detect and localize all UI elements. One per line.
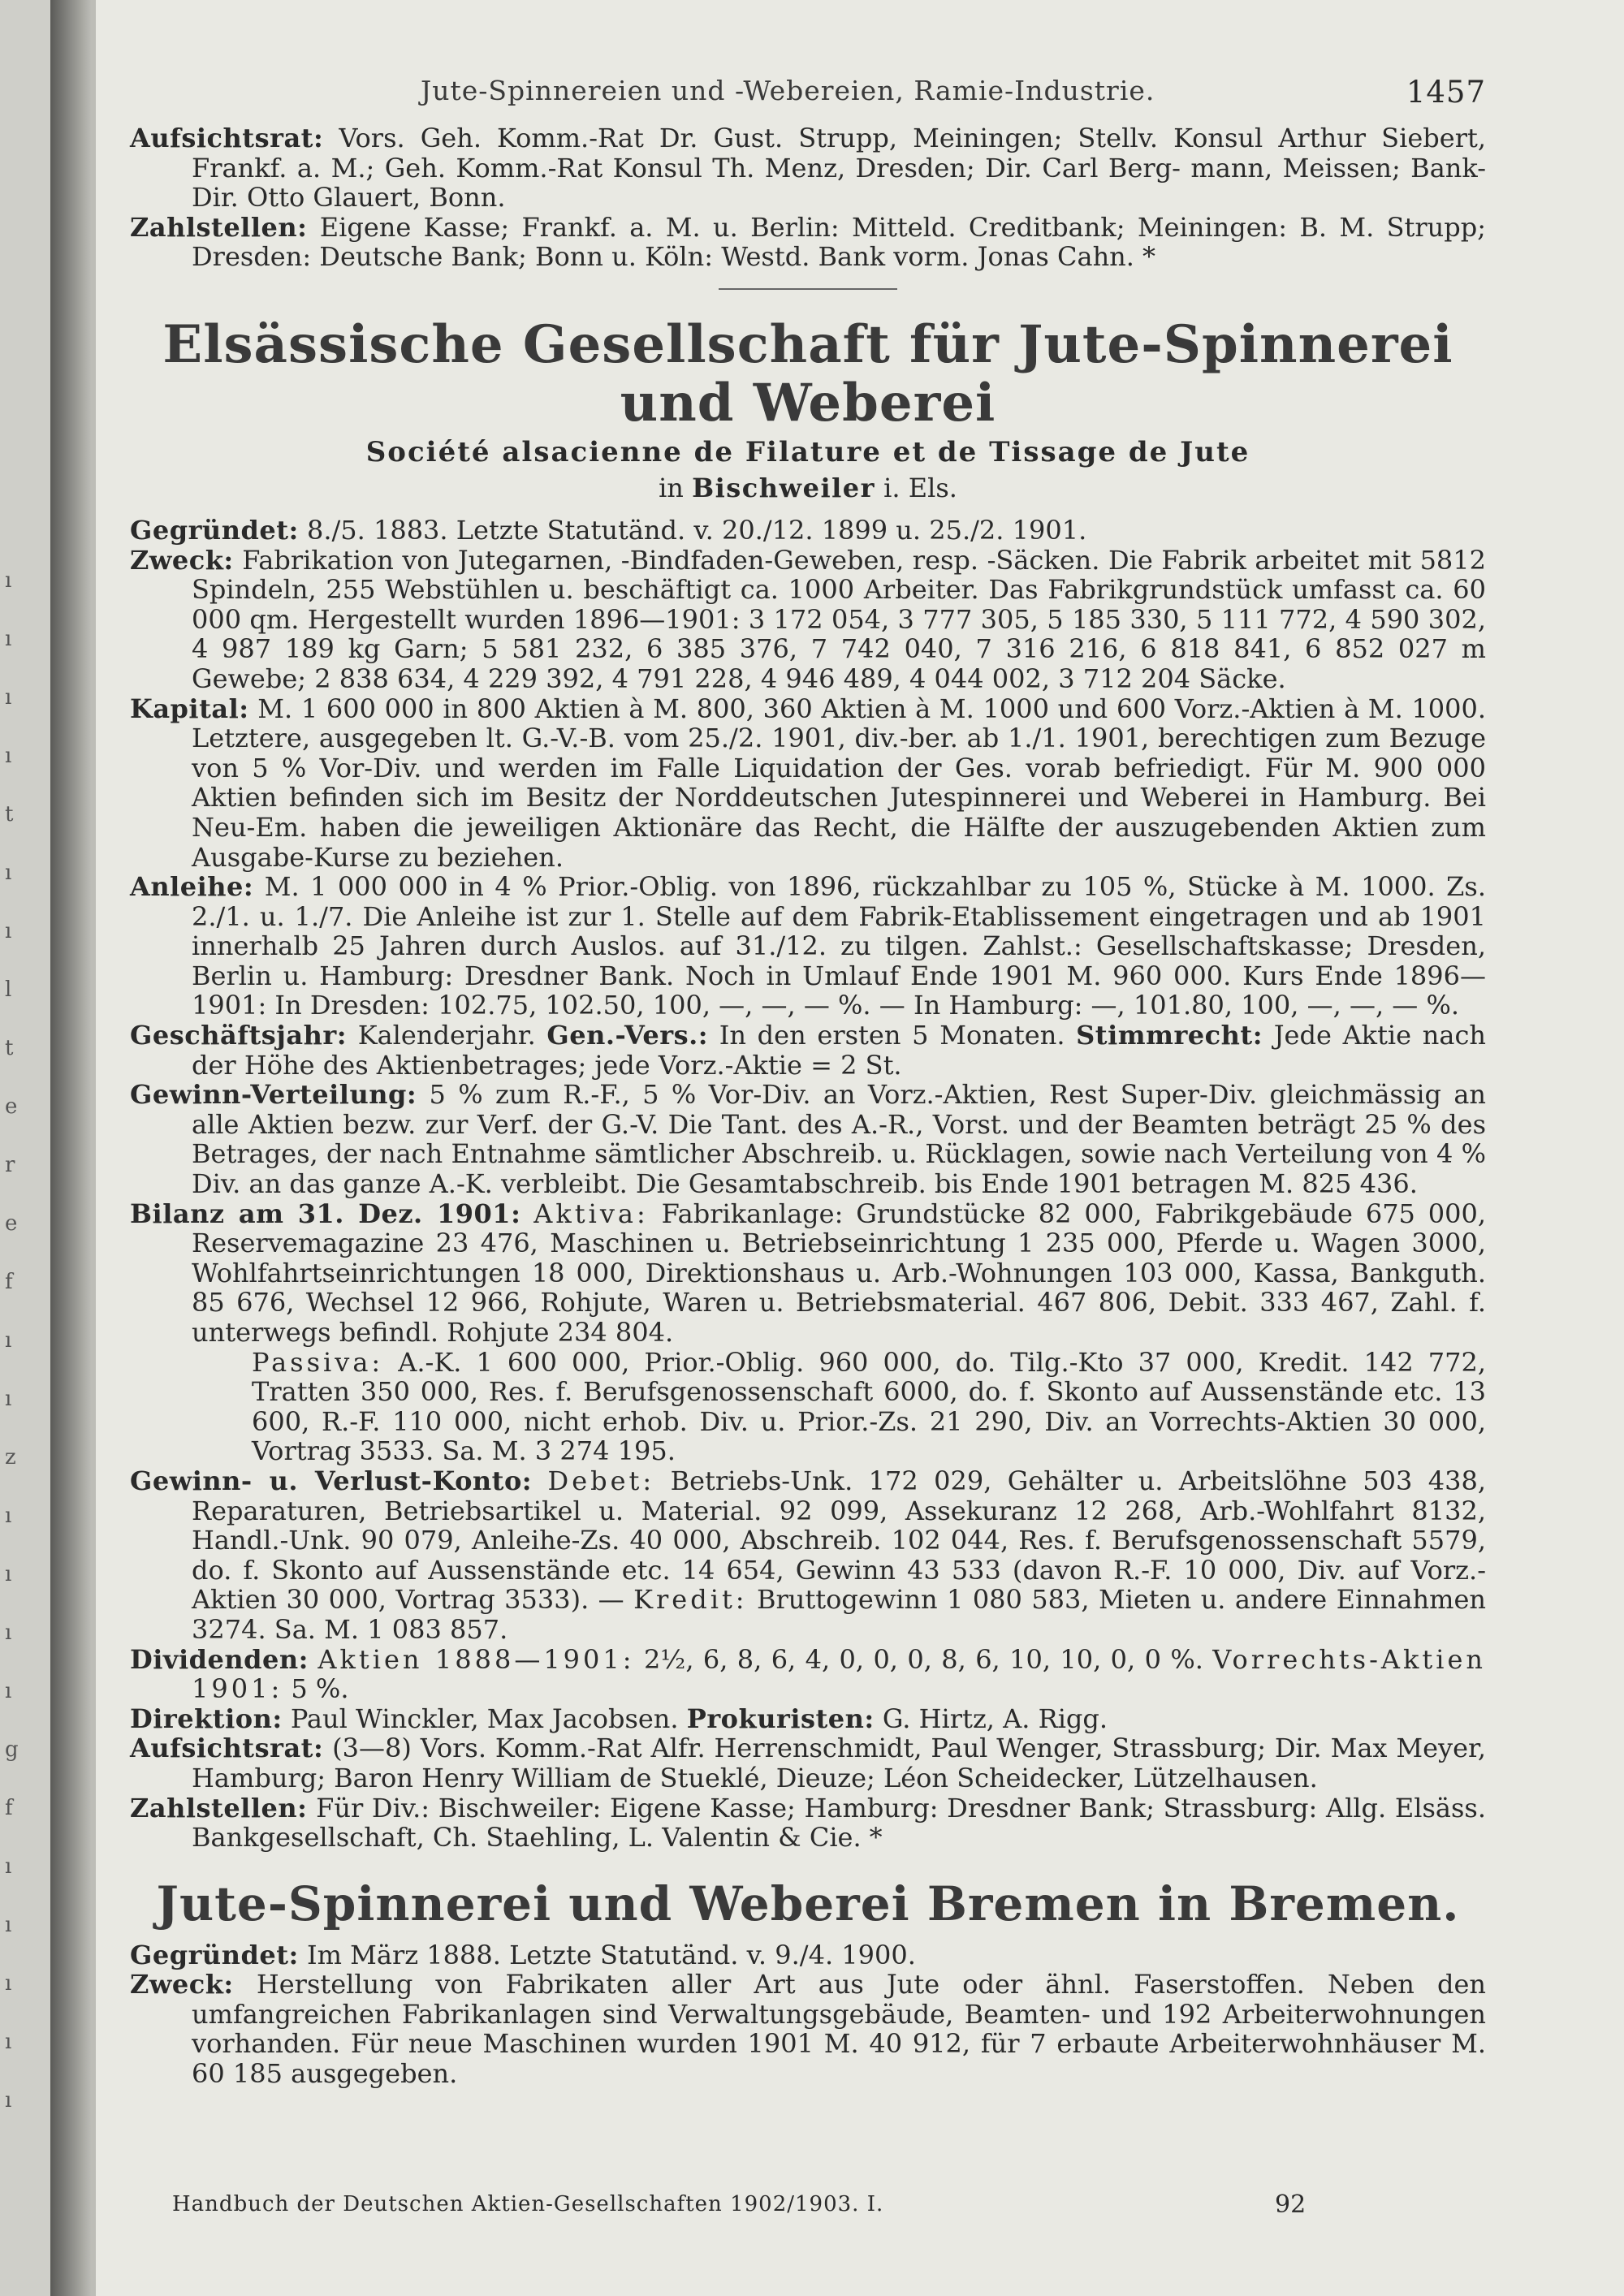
section-bilanz [130,1199,1486,1348]
margin-mark: f [5,1270,13,1294]
margin-marks [0,0,50,2296]
passiva-label: Passiva: [252,1346,384,1378]
margin-mark: g [5,1737,19,1762]
running-title: Jute-Spinnereien und -Webereien, Ramie-Industrie. [421,75,1155,106]
company-location [130,472,1486,504]
passiva-text: A.-K. 1 600 000, Prior.-Oblig. 960 000, do. Tilg.-Kto 37 000, Kredit. 142 772, Tratten 350 000, Res. f. Berufsgenossenschaft 6000, do. f. Skonto auf Aussenstände etc. 13 600, R.-F. 110 000, nicht erhob. Div. u. Prior.-Zs. 21 290, Div. an Vorrechts-Aktien 30 000, Vortrag 3533. Sa. M. 3 274 195. [252,1346,1487,1467]
margin-mark: ı [5,1971,12,1996]
section-label-prokuristen: Prokuristen: [686,1703,875,1734]
company-title: Elsässische Gesellschaft für Jute-Spinnerei und Weberei [162,313,1453,434]
section-text: Fabrikation von Jutegarnen, -Bindfaden-Geweben, resp. -Säcken. Die Fabrik arbeitet mit 5812 Spindeln, 255 Webstühlen u. beschäftigt ca. 1000 Arbeiter. Das Fabrikgrundstück umfasst ca. 60 000 qm. Hergestellt wurden 1896—1901: 3 172 054, 3 777 305, 5 185 330, 5 111 772, 4 590 302, 4 987 189 kg Garn; 5 581 232, 6 385 376, 7 742 040, 7 316 216, 6 818 841, 6 852 027 m Gewebe; 2 838 634, 4 229 392, 4 791 228, 4 946 489, 4 044 002, 3 712 204 Säcke. [192,544,1487,694]
section-direktion [130,1704,1486,1734]
section-label: Bilanz am 31. Dez. 1901: [130,1198,521,1229]
margin-mark: ı [5,1913,12,1937]
section-label: Direktion: [130,1703,283,1734]
section-text: M. 1 600 000 in 800 Aktien à M. 800, 360 Aktien à M. 1000 und 600 Vorz.-Aktien à M. 1000. Letztere, ausgegeben lt. G.-V.-B. vom 25./2. 1901, div.-ber. ab 1./1. 1901, berechtigen zum Bezuge von 5 % Vor-Div. und werden im Falle Liquidation der Ges. vorab befriedigt. Für M. 900 000 Aktien befinden sich im Besitz der Norddeutschen Jutespinnerei und Weberei in Hamburg. Bei Neu-Em. haben die jeweiligen Aktionäre das Recht, die Hälfte der auszugebenden Aktien zum Ausgabe-Kurse zu beziehen. [192,693,1487,873]
margin-mark: ı [5,1504,12,1528]
company-french-title: Société alsacienne de Filature et de Tissage de Jute [365,435,1250,468]
section-label: Zahlstellen: [130,1792,308,1823]
section-label: Dividenden: [130,1643,309,1675]
section-gegruendet [130,516,1486,546]
previous-entry [130,123,1486,272]
section-text: 8./5. 1883. Letzte Statutänd. v. 20./12. 1899 u. 25./2. 1901. [306,514,1087,546]
margin-mark: ı [5,568,12,593]
section-text: (3—8) Vors. Komm.-Rat Alfr. Herrenschmidt, Paul Wenger, Strassburg; Dir. Max Meyer, Hamburg; Baron Henry William de Stueklé, Dieuze; Léon Scheidecker, Lützelhausen. [192,1733,1487,1793]
margin-mark: ı [5,2030,12,2054]
prev-aufsichtsrat-text-3: mann, Meissen; Bank-Dir. Otto Glauert, Bonn. [192,152,1487,214]
end-star: * [869,1822,883,1854]
page-footer: Handbuch der Deutschen Aktien-Gesellschaften 1902/1903. I. [172,2192,884,2216]
section-gewinn-verlust [130,1466,1486,1645]
prev-zahlstellen [130,213,1486,272]
separator-rule [719,288,897,290]
aktiva-label: Aktiva: [533,1198,649,1229]
page-number: 1457 [1406,75,1486,110]
section-label: Zweck: [130,1969,234,2000]
section-label: Kapital: [130,693,249,724]
signature-mark: 92 [1275,2190,1307,2219]
section-geschaeftsjahr [130,1021,1486,1080]
kredit-label: Kredit: [633,1584,748,1616]
margin-mark: ı [5,1562,12,1586]
page-header [130,75,1486,123]
section-label: Gegründet: [130,514,299,546]
margin-mark: t [5,802,14,826]
margin-mark: r [5,1153,15,1177]
company2-entry [130,1940,1486,2089]
margin-mark: ı [5,744,12,768]
margin-mark: ı [5,2088,12,2113]
section-label-gen-vers: Gen.-Vers.: [546,1020,709,1051]
section-zweck [130,546,1486,694]
aktiva-text: Fabrikanlage: Grundstücke 82 000, Fabrikgebäude 675 000, Reservemagazine 23 476, Maschinen u. Betriebseinrichtung 1 235 000, Pferde u. Wagen 3000, Wohlfahrtseinrichtungen 18 000, Direktionshaus u. Arb.-Wohnungen 103 000, Kassa, Bankguth. 85 676, Wechsel 12 966, Rohjute, Waren u. Betriebsmaterial. 467 806, Debit. 333 467, Zahl. f. unterwegs befindl. Rohjute 234 804. [192,1198,1487,1348]
dividenden-aktien-values: 2½, 6, 8, 6, 4, 0, 0, 0, 8, 6, 10, 10, 0, 0 %. [643,1643,1203,1675]
margin-mark: ı [5,861,12,885]
end-star: * [1142,241,1155,273]
section-anleihe [130,872,1486,1021]
dividenden-vorrechts-value: 5 %. [291,1673,349,1705]
prev-zahlstellen-label: Zahlstellen: [130,211,308,243]
section-label: Gewinn-Verteilung: [130,1079,417,1111]
prev-aufsichtsrat-text: Vors. Geh. Komm.-Rat Dr. Gust. Strupp, Meiningen; Stellv. Konsul Arthur [339,123,1367,153]
book-gutter [50,0,96,2296]
location-place: Bischweiler [692,472,875,503]
prev-zahlstellen-text-2: Dresden: Deutsche Bank; Bonn u. Köln: Westd. Bank vorm. Jonas Cahn. [192,241,1134,273]
dividenden-aktien-label: Aktien 1888—1901: [317,1643,635,1675]
section-text: Für Div.: Bischweiler: Eigene Kasse; Hamburg: Dresdner Bank; Strassburg: Allg. Elsäss. Bankgesellschaft, Ch. Staehling, L. Valentin & Cie. [192,1792,1487,1854]
page [130,75,1486,2089]
margin-mark: e [5,1094,18,1119]
section-label: Geschäftsjahr: [130,1020,347,1051]
margin-mark: z [5,1445,16,1470]
section-text-gen-vers: In den ersten 5 Monaten. [719,1020,1065,1051]
section-label: Gegründet: [130,1939,299,1970]
location-prefix: in [659,472,684,503]
margin-mark: t [5,1036,14,1060]
debet-text: Betriebs-Unk. 172 029, Gehälter u. Arbeitslöhne 503 438, Reparaturen, Betriebsartikel u. Material. 92 099, Assekuranz 12 268, Arb.-Wohlfahrt 8132, Handl.-Unk. 90 079, Anleihe-Zs. 40 000, Abschreib. 102 044, Res. f. Berufsgenossenschaft 5579, do. f. Skonto auf Aussenstände etc. 14 654, Gewinn 43 533 (davon R.-F. 10 000, Div. auf Vorz.-Aktien 30 000, Vortrag 3533). — [192,1465,1487,1616]
margin-mark: ı [5,627,12,651]
section-text-stimmrecht: Jede Aktie nach der Höhe des Aktienbetrages; jede Vorz.-Aktie = 2 St. [192,1020,1486,1081]
margin-mark: f [5,1796,13,1820]
kredit-text: Bruttogewinn 1 080 583, Mieten u. andere Einnahmen 3274. Sa. M. 1 083 857. [192,1584,1487,1645]
section-text: M. 1 000 000 in 4 % Prior.-Oblig. von 1896, rückzahlbar zu 105 %, Stücke à M. 1000. Zs. 2./1. u. 1./7. Die Anleihe ist zur 1. Stelle auf dem Fabrik-Etablissement eingetragen und ab 1901 innerhalb 25 Jahren durch Auslos. auf 31./12. zu tilgen. Zahlst.: Gesellschaftskasse; Dresden, Berlin u. Hamburg: Dresdner Bank. Noch in Umlauf Ende 1901 M. 960 000. Kurs Ende 1896—1901: In Dresden: 102.75, 102.50, 100, —, —, — %. — In Hamburg: —, 101.80, 100, —, —, — %. [192,871,1487,1021]
margin-mark: ı [5,1679,12,1703]
section-zahlstellen [130,1793,1486,1853]
prev-aufsichtsrat-label: Aufsichtsrat: [130,123,324,153]
section-label: Anleihe: [130,871,254,903]
section-text: Im März 1888. Letzte Statutänd. v. 9./4. 1900. [306,1939,916,1970]
company2-title: Jute-Spinnerei und Weberei Bremen in Bremen. [156,1875,1460,1931]
section-aufsichtsrat [130,1733,1486,1793]
margin-mark: ı [5,1328,12,1353]
margin-mark: l [5,978,12,1002]
margin-mark: ı [5,1387,12,1411]
location-suffix: i. Els. [883,472,957,503]
section-label: Zweck: [130,544,234,576]
margin-mark: e [5,1211,18,1236]
prev-aufsichtsrat [130,123,1486,213]
margin-mark: ı [5,919,12,943]
section-bilanz-passiva [130,1348,1486,1466]
company-entry [130,516,1486,1853]
margin-mark: ı [5,685,12,710]
section-text: Herstellung von Fabrikaten aller Art aus Jute oder ähnl. Faserstoffen. Neben den umfangreichen Fabrikanlagen sind Verwaltungsgebäude, Beamten- und 192 Arbeiterwohnungen vorhanden. Für neue Maschinen wurden 1901 M. 40 912, für 7 erbaute Arbeiterwohnhäuser M. 60 185 ausgegeben. [192,1969,1486,2090]
section-text: Paul Winckler, Max Jacobsen. [290,1703,679,1734]
prev-aufsichtsrat-text-2: Siebert, Frankf. a. M.; Geh. Komm.-Rat Konsul Th. Menz, Dresden; Dir. Carl Berg- [192,123,1487,183]
section-text-prokuristen: G. Hirtz, A. Rigg. [882,1703,1108,1734]
section-gegruendet [130,1940,1486,1970]
section-zweck [130,1970,1486,2088]
prev-zahlstellen-text: Eigene Kasse; Frankf. a. M. u. Berlin: Mitteld. Creditbank; Meiningen: B. M. Strupp; [319,211,1487,243]
section-dividenden [130,1645,1486,1704]
margin-mark: ı [5,1854,12,1879]
margin-mark: ı [5,1621,12,1645]
section-label: Aufsichtsrat: [130,1733,324,1764]
dividenden-vorrechts-label: Vorrechts-Aktien 1901: [192,1643,1487,1705]
section-label-stimmrecht: Stimmrecht: [1076,1020,1263,1051]
section-label: Gewinn- u. Verlust-Konto: [130,1465,533,1496]
section-kapital [130,694,1486,873]
section-text: Kalenderjahr. [357,1020,536,1051]
section-gewinn-verteilung [130,1080,1486,1198]
section-text: 5 % zum R.-F., 5 % Vor-Div. an Vorz.-Aktien, Rest Super-Div. gleichmässig an alle Aktien bezw. zur Verf. der G.-V. Die Tant. des A.-R., Vorst. und der Beamten beträgt 25 % des Betrages, der nach Entnahme sämtlicher Abschreib. u. Rücklagen, sowie nach Verteilung von 4 % Div. an das ganze A.-K. verbleibt. Die Gesamtabschreib. bis Ende 1901 betragen M. 825 436. [192,1079,1487,1200]
debet-label: Debet: [547,1465,655,1496]
